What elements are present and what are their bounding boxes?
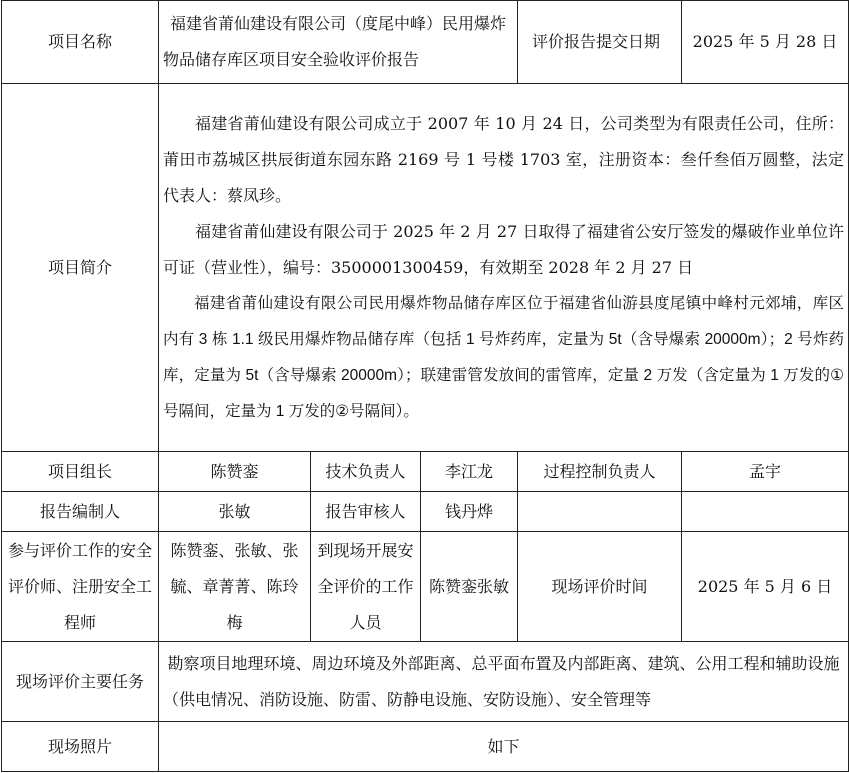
row-report-staff [2, 492, 849, 532]
empty-cell [682, 492, 849, 532]
project-intro-text [159, 84, 849, 452]
evaluation-info-table [1, 0, 849, 772]
evaluators-label: 参与评价工作的安全评价师、注册安全工程师 [2, 532, 159, 642]
row-project-intro [2, 84, 849, 452]
main-task-label: 现场评价主要任务 [2, 642, 159, 722]
photos-value: 如下 [159, 722, 849, 772]
onsite-staff-label: 到现场开展安全评价的工作人员 [311, 532, 421, 642]
row-photos [2, 722, 849, 772]
submit-date-value: 2025 年 5 月 28 日 [682, 1, 849, 84]
onsite-staff-value: 陈赞銮张敏 [421, 532, 518, 642]
photos-label: 现场照片 [2, 722, 159, 772]
project-intro-label: 项目简介 [2, 84, 159, 452]
intro-paragraph-company: 福建省莆仙建设有限公司成立于 2007 年 10 月 24 日，公司类型为有限责任公司，住所：莆田市荔城区拱辰街道东园东路 2169 号 1 号楼 1703 室，注册资本：叁仟叁佰万圆整，法定代表人：蔡凤珍。 [163, 113, 845, 205]
reviewer-value: 钱丹烨 [421, 492, 518, 532]
intro-paragraph-license: 福建省莆仙建设有限公司于 2025 年 2 月 27 日取得了福建省公安厅签发的爆破作业单位许可证（营业性），编号：3500001300459，有效期至 2028 年 2 月 27 日 [163, 221, 845, 277]
onsite-time-label: 现场评价时间 [518, 532, 682, 642]
row-main-task [2, 642, 849, 722]
row-evaluators [2, 532, 849, 642]
empty-cell [518, 492, 682, 532]
project-name-value: 福建省莆仙建设有限公司（度尾中峰）民用爆炸物品储存库区项目安全验收评价报告 [159, 1, 518, 84]
process-lead-value: 孟宇 [682, 452, 849, 492]
leader-value: 陈赞銮 [159, 452, 311, 492]
reviewer-label: 报告审核人 [311, 492, 421, 532]
onsite-time-value: 2025 年 5 月 6 日 [682, 532, 849, 642]
intro-paragraph-storage: 福建省莆仙建设有限公司民用爆炸物品储存库区位于福建省仙游县度尾镇中峰村元郊埔，库区内有 3 栋 1.1 级民用爆炸物品储存库（包括 1 号炸药库，定量为 5t（含导爆索 20000m）；2 号炸药库，定量为 5t（含导爆索 20000m）；联建雷管发放间的雷管库，定量 2 万发（含定量为 1 万发的①号隔间，定量为 1 万发的②号隔间）。 [163, 294, 845, 420]
row-team [2, 452, 849, 492]
process-lead-label: 过程控制负责人 [518, 452, 682, 492]
leader-label: 项目组长 [2, 452, 159, 492]
tech-lead-value: 李江龙 [421, 452, 518, 492]
project-name-label: 项目名称 [2, 1, 159, 84]
author-value: 张敏 [159, 492, 311, 532]
submit-date-label: 评价报告提交日期 [518, 1, 682, 84]
evaluators-value: 陈赞銮、张敏、张毓、章菁菁、陈玲梅 [159, 532, 311, 642]
tech-lead-label: 技术负责人 [311, 452, 421, 492]
main-task-value: 勘察项目地理环境、周边环境及外部距离、总平面布置及内部距离、建筑、公用工程和辅助设施（供电情况、消防设施、防雷、防静电设施、安防设施）、安全管理等 [159, 642, 849, 722]
author-label: 报告编制人 [2, 492, 159, 532]
row-project-name [2, 1, 849, 84]
